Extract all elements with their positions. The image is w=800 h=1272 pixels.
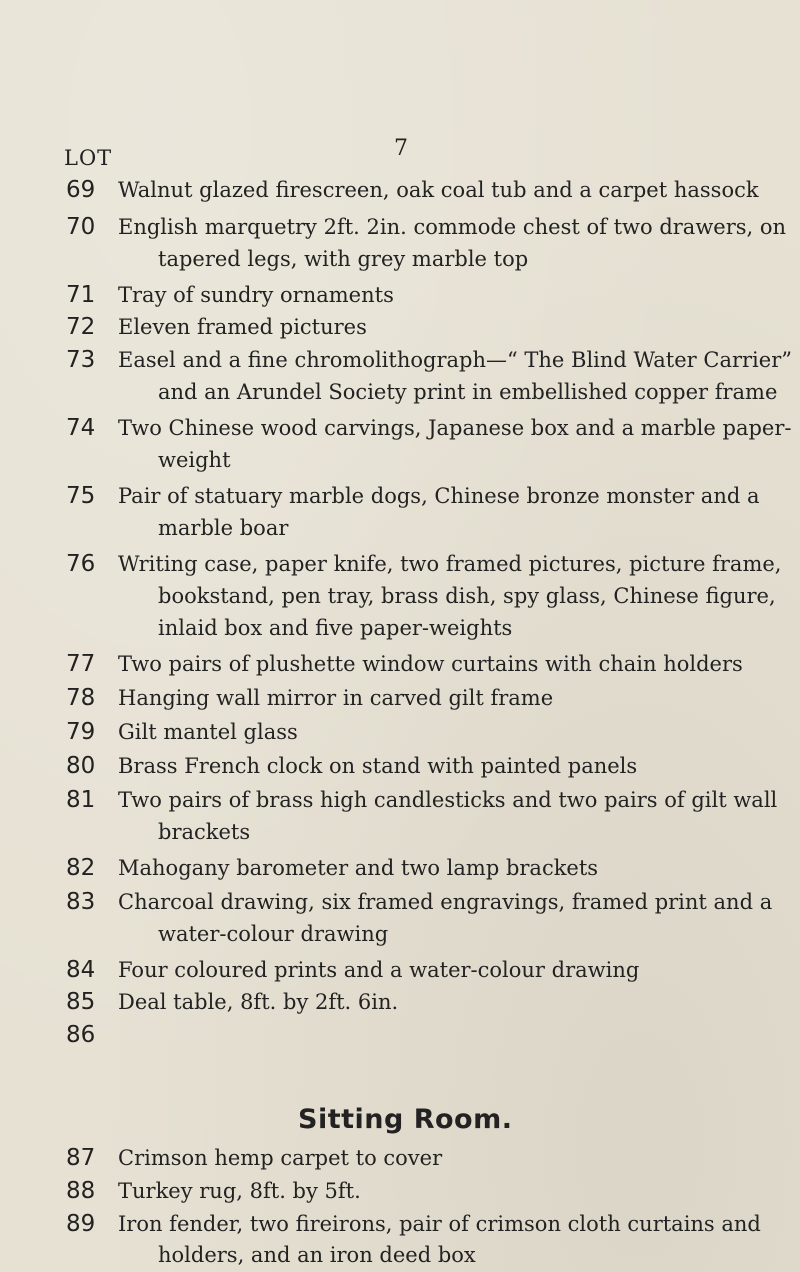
lot-number: 79	[66, 719, 96, 745]
lot-description: Charcoal drawing, six framed engravings, framed print and a	[118, 890, 773, 914]
lot-description: Easel and a fine chromolithograph—“ The Blind Water Carrier”	[118, 348, 792, 372]
lot-description: Eleven framed pictures	[118, 315, 367, 339]
lot-description-continued: weight	[158, 448, 231, 472]
lot-number: 88	[66, 1178, 96, 1204]
lot-description: Two pairs of brass high candlesticks and two pairs of gilt wall	[118, 788, 778, 812]
lot-number: 73	[66, 347, 96, 373]
lot-description: Turkey rug, 8ft. by 5ft.	[118, 1179, 361, 1203]
lot-description: Two pairs of plushette window curtains with chain holders	[118, 652, 743, 676]
lot-number: 81	[66, 787, 96, 813]
lot-description: Mahogany barometer and two lamp brackets	[118, 856, 599, 880]
lot-number: 80	[66, 753, 96, 779]
lot-number: 83	[66, 889, 96, 915]
lot-description: Brass French clock on stand with painted panels	[118, 754, 638, 778]
lot-description-continued: bookstand, pen tray, brass dish, spy glass, Chinese figure,	[158, 584, 776, 608]
lot-description: Deal table, 8ft. by 2ft. 6in.	[118, 990, 399, 1014]
lot-number: 84	[66, 957, 96, 983]
lot-number: 76	[66, 551, 96, 577]
lot-description: Pair of statuary marble dogs, Chinese bronze monster and a	[118, 484, 760, 508]
lot-description: Walnut glazed firescreen, oak coal tub and a carpet hassock	[118, 178, 759, 202]
page-number: 7	[394, 136, 408, 161]
lot-number: 74	[66, 415, 96, 441]
lot-number: 72	[66, 314, 96, 340]
lot-number: 87	[66, 1145, 96, 1171]
lot-number: 82	[66, 855, 96, 881]
lot-number: 75	[66, 483, 96, 509]
lot-description: English marquetry 2ft. 2in. commode chest of two drawers, on	[118, 215, 787, 239]
lot-number: 85	[66, 989, 96, 1015]
lot-description: Iron fender, two fireirons, pair of crimson cloth curtains and	[118, 1212, 761, 1236]
lot-description-continued: brackets	[158, 820, 251, 844]
section-heading: Sitting Room.	[298, 1104, 513, 1135]
lot-description-continued: holders, and an iron deed box	[158, 1243, 476, 1267]
lot-number: 86	[66, 1022, 96, 1048]
lot-description: Tray of sundry ornaments	[118, 283, 394, 307]
lot-description-continued: and an Arundel Society print in embellished copper frame	[158, 380, 778, 404]
lot-description: Four coloured prints and a water-colour drawing	[118, 958, 640, 982]
lot-description-continued: inlaid box and five paper-weights	[158, 616, 513, 640]
lot-number: 70	[66, 214, 96, 240]
lot-description-continued: tapered legs, with grey marble top	[158, 247, 529, 271]
lot-number: 69	[66, 177, 96, 203]
lot-number: 78	[66, 685, 96, 711]
lot-number: 77	[66, 651, 96, 677]
lot-number: 71	[66, 282, 96, 308]
lot-description: Hanging wall mirror in carved gilt frame	[118, 686, 554, 710]
lot-description: Writing case, paper knife, two framed pictures, picture frame,	[118, 552, 782, 576]
lot-description: Two Chinese wood carvings, Japanese box and a marble paper-	[118, 416, 792, 440]
lot-description-continued: marble boar	[158, 516, 289, 540]
lot-description: Crimson hemp carpet to cover	[118, 1146, 443, 1170]
lot-number: 89	[66, 1211, 96, 1237]
lot-description: Gilt mantel glass	[118, 720, 298, 744]
lot-column-header: LOT	[64, 146, 113, 170]
lot-description-continued: water-colour drawing	[158, 922, 389, 946]
